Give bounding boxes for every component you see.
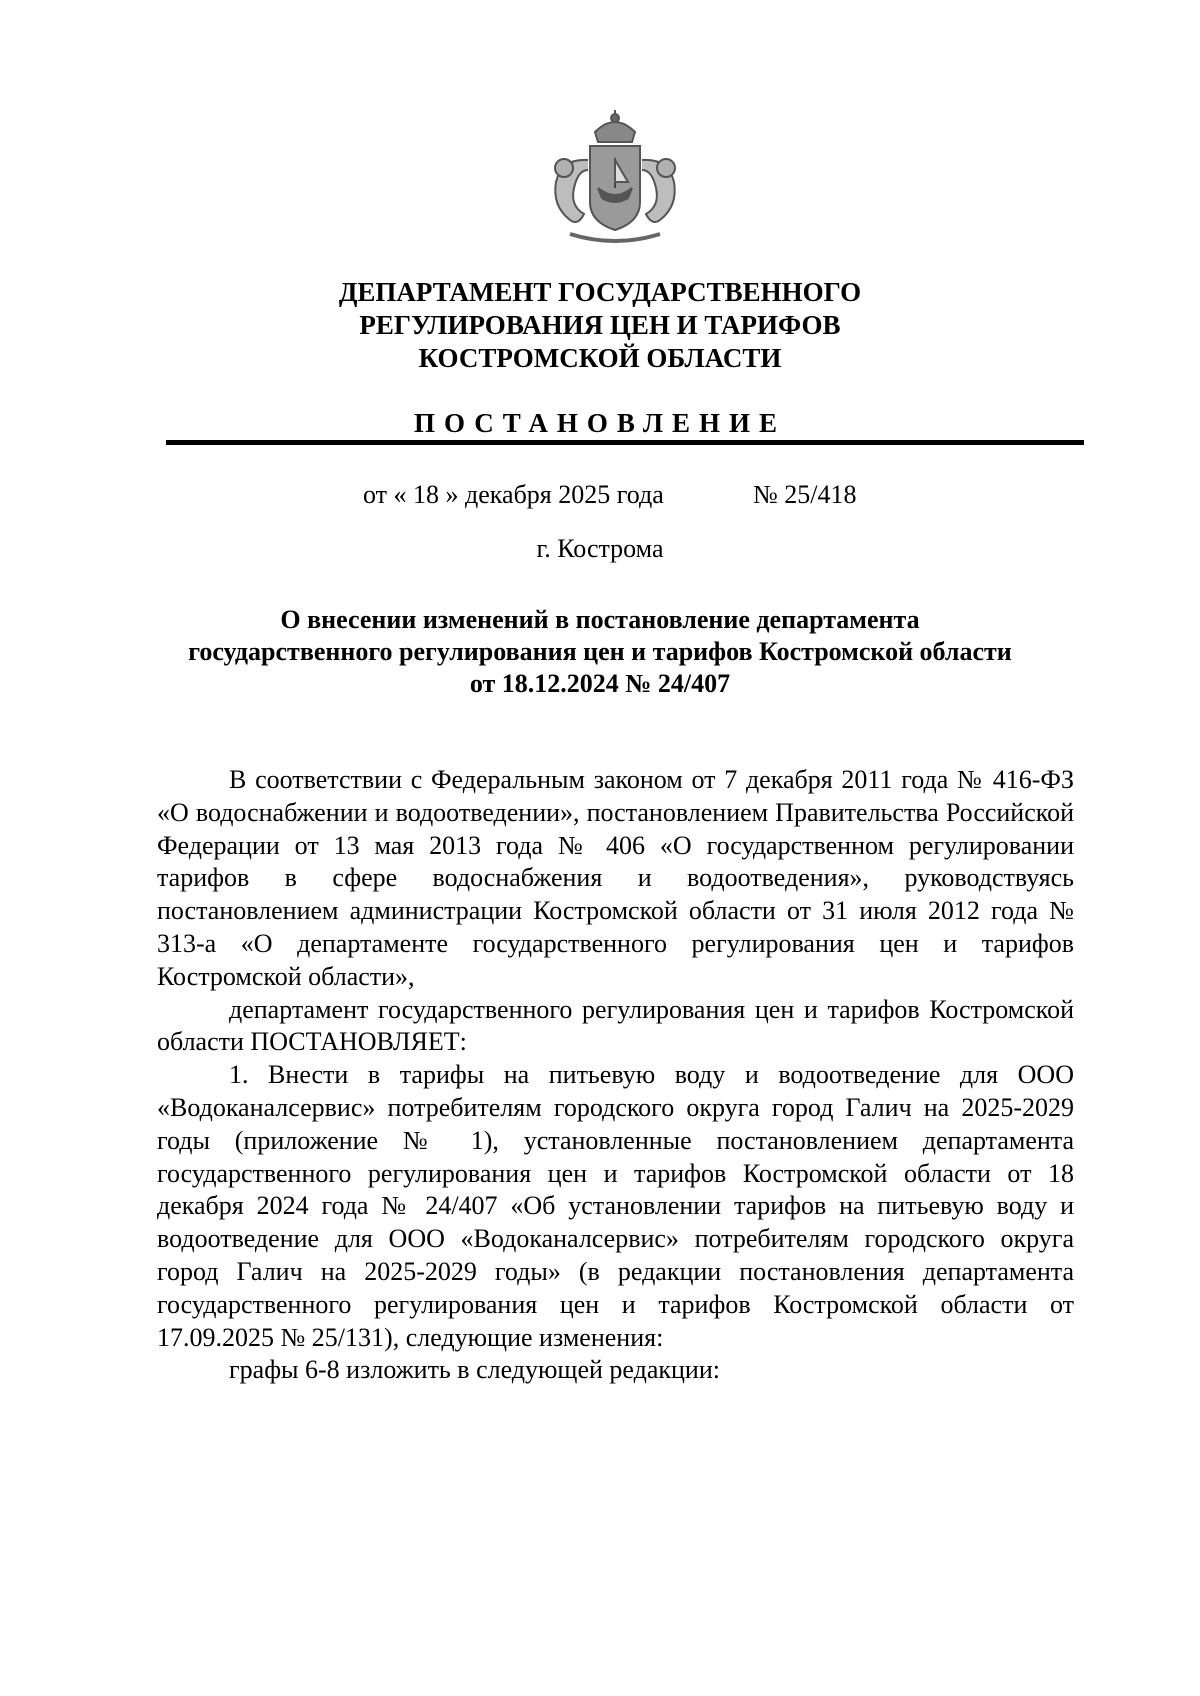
subject-line-1: О внесении изменений в постановление департамента (280, 605, 920, 634)
body-paragraph-4: графы 6-8 изложить в следующей редакции: (229, 1355, 720, 1385)
document-city: г. Кострома (536, 534, 664, 563)
body-paragraph-3: 1. Внести в тарифы на питьевую воду и водоотведение для ООО «Водоканалсервис» потребителям городского округа город Галич на 2025-2029 годы (приложение № 1), установленные постановлением департамента государственного регулирования цен и тарифов Костромской области от 18 декабря 2024 года № 24/407 «Об установлении тарифов на питьевую воду и водоотведение для ООО «Водоканалсервис» потребителям городского округа город Галич на 2025-2029 годы» (в редакции постановления департамента государственного регулирования цен и тарифов Костромской области от 17.09.2025 № 25/131), следующие изменения: (157, 1060, 1074, 1352)
department-title (200, 276, 1000, 375)
department-line-3: КОСТРОМСКОЙ ОБЛАСТИ (418, 343, 782, 373)
department-line-1: ДЕПАРТАМЕНТ ГОСУДАРСТВЕННОГО (338, 277, 862, 307)
document-number: № 25/418 (753, 480, 857, 509)
department-line-2: РЕГУЛИРОВАНИЯ ЦЕН И ТАРИФОВ (359, 310, 841, 340)
document-date: от « 18 » декабря 2025 года (363, 480, 664, 509)
date-number-line (363, 480, 857, 510)
body-paragraph-1: В соответствии с Федеральным законом от 7 декабря 2011 года № 416-ФЗ «О водоснабжении и водоотведении», постановлением Правительства Российской Федерации от 13 мая 2013 года № 406 «О государственном регулировании тарифов в сфере водоснабжения и водоотведения», руководствуясь постановлением администрации Костромской области от 31 июля 2012 года № 313-а «О департаменте государственного регулирования цен и тарифов Костромской области», (157, 765, 1074, 991)
coat-of-arms-icon (540, 110, 690, 250)
body-paragraph-2: департамент государственного регулирования цен и тарифов Костромской области ПОСТАНОВЛЯЕТ: (157, 994, 1074, 1057)
document-subject (150, 604, 1050, 700)
header-rule (166, 440, 1084, 445)
document-body (157, 764, 1074, 1387)
subject-line-2: государственного регулирования цен и тарифов Костромской области (188, 637, 1012, 666)
subject-line-3: от 18.12.2024 № 24/407 (469, 669, 731, 698)
document-type: ПОСТАНОВЛЕНИЕ (413, 408, 787, 438)
